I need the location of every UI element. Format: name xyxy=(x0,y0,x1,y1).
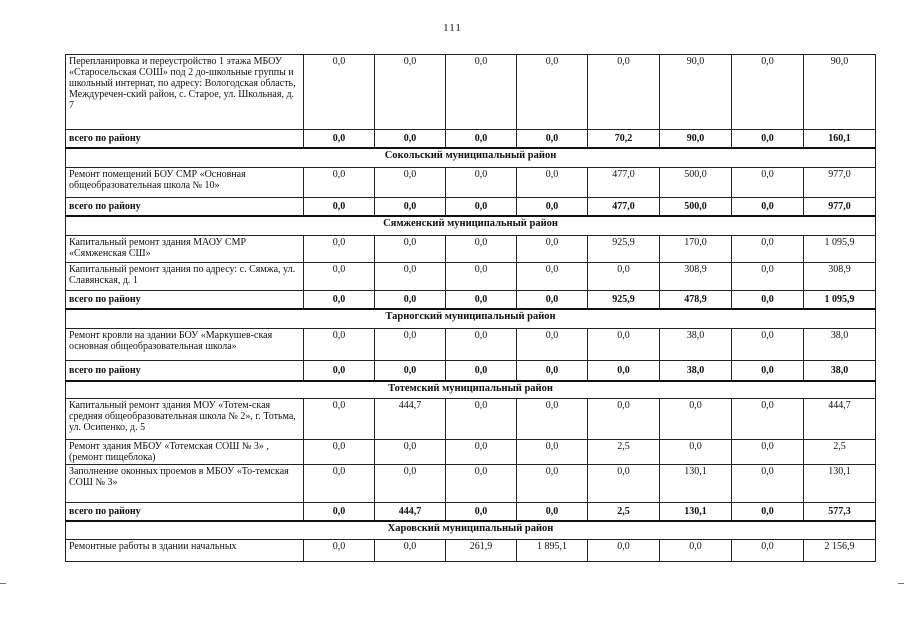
value-cell: 0,0 xyxy=(375,130,446,148)
page-number: 111 xyxy=(443,22,462,34)
value-cell: 0,0 xyxy=(446,399,517,440)
table-row xyxy=(66,55,876,130)
value-cell: 0,0 xyxy=(732,361,804,381)
total-label: всего по району xyxy=(66,503,304,521)
value-cell: 0,0 xyxy=(375,440,446,465)
value-cell: 0,0 xyxy=(732,503,804,521)
value-cell: 0,0 xyxy=(517,55,588,130)
value-cell: 0,0 xyxy=(375,540,446,562)
edge-mark-right xyxy=(898,583,904,584)
value-cell: 500,0 xyxy=(660,168,732,198)
value-cell: 0,0 xyxy=(304,236,375,263)
table-row xyxy=(66,465,876,503)
district-name: Тарногский муниципальный район xyxy=(66,309,876,329)
value-cell: 1 895,1 xyxy=(517,540,588,562)
district-name: Тотемский муниципальный район xyxy=(66,381,876,399)
value-cell: 0,0 xyxy=(660,540,732,562)
total-value-cell: 38,0 xyxy=(804,329,876,361)
value-cell: 0,0 xyxy=(517,168,588,198)
value-cell: 38,0 xyxy=(660,329,732,361)
table-row xyxy=(66,263,876,291)
total-value-cell: 308,9 xyxy=(804,263,876,291)
district-header-row xyxy=(66,521,876,540)
total-value-cell: 90,0 xyxy=(804,55,876,130)
item-name: Капитальный ремонт здания МАОУ СМР «Сямженская СШ» xyxy=(66,236,304,263)
value-cell: 925,9 xyxy=(588,291,660,309)
value-cell: 0,0 xyxy=(588,399,660,440)
value-cell: 0,0 xyxy=(517,329,588,361)
value-cell: 0,0 xyxy=(517,503,588,521)
value-cell: 0,0 xyxy=(517,361,588,381)
value-cell: 0,0 xyxy=(304,291,375,309)
value-cell: 477,0 xyxy=(588,198,660,216)
value-cell: 0,0 xyxy=(446,263,517,291)
total-value-cell: 977,0 xyxy=(804,198,876,216)
value-cell: 0,0 xyxy=(304,540,375,562)
value-cell: 0,0 xyxy=(517,263,588,291)
district-header-row xyxy=(66,309,876,329)
value-cell: 0,0 xyxy=(446,291,517,309)
value-cell: 0,0 xyxy=(517,440,588,465)
item-name: Капитальный ремонт здания МОУ «Тотем-ская средняя общеобразовательная школа № 2», г. Тотьма, ул. Осипенко, д. 5 xyxy=(66,399,304,440)
value-cell: 0,0 xyxy=(304,465,375,503)
value-cell: 0,0 xyxy=(304,503,375,521)
value-cell: 0,0 xyxy=(304,198,375,216)
district-header-row xyxy=(66,216,876,236)
value-cell: 0,0 xyxy=(732,329,804,361)
value-cell: 0,0 xyxy=(588,329,660,361)
district-header-row xyxy=(66,381,876,399)
item-name: Ремонтные работы в здании начальных xyxy=(66,540,304,562)
value-cell: 0,0 xyxy=(375,329,446,361)
value-cell: 0,0 xyxy=(517,291,588,309)
value-cell: 0,0 xyxy=(732,55,804,130)
value-cell: 0,0 xyxy=(732,130,804,148)
table-row xyxy=(66,329,876,361)
item-name: Ремонт кровли на здании БОУ «Маркушев-ская основная общеобразовательная школа» xyxy=(66,329,304,361)
district-name: Сокольский муниципальный район xyxy=(66,148,876,168)
value-cell: 0,0 xyxy=(446,55,517,130)
value-cell: 0,0 xyxy=(732,168,804,198)
total-value-cell: 977,0 xyxy=(804,168,876,198)
value-cell: 308,9 xyxy=(660,263,732,291)
value-cell: 0,0 xyxy=(446,329,517,361)
value-cell: 0,0 xyxy=(446,168,517,198)
value-cell: 0,0 xyxy=(517,198,588,216)
value-cell: 0,0 xyxy=(517,465,588,503)
value-cell: 0,0 xyxy=(732,263,804,291)
table-body xyxy=(66,55,876,562)
value-cell: 0,0 xyxy=(446,198,517,216)
value-cell: 70,2 xyxy=(588,130,660,148)
total-label: всего по району xyxy=(66,130,304,148)
district-name: Сямженский муниципальный район xyxy=(66,216,876,236)
total-value-cell: 160,1 xyxy=(804,130,876,148)
value-cell: 0,0 xyxy=(375,263,446,291)
item-name: Перепланировка и переустройство 1 этажа МБОУ «Старосельская СОШ» под 2 до-школьные группы и школьный интернат, по адресу: Вологодская область, Междуречен-ский район, с. Старое, ул. Школьная, д. 7 xyxy=(66,55,304,130)
total-value-cell: 1 095,9 xyxy=(804,291,876,309)
value-cell: 0,0 xyxy=(588,263,660,291)
value-cell: 261,9 xyxy=(446,540,517,562)
total-label: всего по району xyxy=(66,291,304,309)
edge-mark-left xyxy=(0,583,6,584)
value-cell: 0,0 xyxy=(375,291,446,309)
value-cell: 90,0 xyxy=(660,130,732,148)
value-cell: 0,0 xyxy=(446,503,517,521)
district-name: Харовский муниципальный район xyxy=(66,521,876,540)
value-cell: 0,0 xyxy=(304,361,375,381)
total-value-cell: 130,1 xyxy=(804,465,876,503)
value-cell: 0,0 xyxy=(732,236,804,263)
item-name: Заполнение оконных проемов в МБОУ «То-темская СОШ № 3» xyxy=(66,465,304,503)
value-cell: 0,0 xyxy=(732,291,804,309)
value-cell: 0,0 xyxy=(446,440,517,465)
value-cell: 38,0 xyxy=(660,361,732,381)
value-cell: 0,0 xyxy=(517,130,588,148)
value-cell: 0,0 xyxy=(304,55,375,130)
value-cell: 0,0 xyxy=(517,399,588,440)
table-row xyxy=(66,399,876,440)
value-cell: 0,0 xyxy=(588,540,660,562)
item-name: Ремонт помещений БОУ СМР «Основная общеобразовательная школа № 10» xyxy=(66,168,304,198)
total-value-cell: 577,3 xyxy=(804,503,876,521)
total-value-cell: 2 156,9 xyxy=(804,540,876,562)
district-total-row xyxy=(66,503,876,521)
value-cell: 170,0 xyxy=(660,236,732,263)
value-cell: 0,0 xyxy=(304,263,375,291)
value-cell: 0,0 xyxy=(732,465,804,503)
table-row xyxy=(66,440,876,465)
value-cell: 0,0 xyxy=(517,236,588,263)
budget-table xyxy=(65,54,876,562)
value-cell: 0,0 xyxy=(304,440,375,465)
value-cell: 0,0 xyxy=(732,440,804,465)
total-value-cell: 38,0 xyxy=(804,361,876,381)
value-cell: 2,5 xyxy=(588,440,660,465)
total-value-cell: 2,5 xyxy=(804,440,876,465)
value-cell: 0,0 xyxy=(304,329,375,361)
value-cell: 2,5 xyxy=(588,503,660,521)
value-cell: 0,0 xyxy=(446,236,517,263)
value-cell: 0,0 xyxy=(446,465,517,503)
value-cell: 925,9 xyxy=(588,236,660,263)
district-total-row xyxy=(66,198,876,216)
value-cell: 0,0 xyxy=(660,440,732,465)
district-total-row xyxy=(66,130,876,148)
district-header-row xyxy=(66,148,876,168)
value-cell: 444,7 xyxy=(375,399,446,440)
value-cell: 0,0 xyxy=(732,540,804,562)
value-cell: 0,0 xyxy=(732,399,804,440)
value-cell: 130,1 xyxy=(660,503,732,521)
table-row xyxy=(66,236,876,263)
value-cell: 0,0 xyxy=(375,465,446,503)
value-cell: 478,9 xyxy=(660,291,732,309)
total-value-cell: 1 095,9 xyxy=(804,236,876,263)
value-cell: 0,0 xyxy=(375,361,446,381)
value-cell: 0,0 xyxy=(732,198,804,216)
value-cell: 0,0 xyxy=(446,361,517,381)
value-cell: 444,7 xyxy=(375,503,446,521)
value-cell: 0,0 xyxy=(375,198,446,216)
value-cell: 0,0 xyxy=(304,130,375,148)
value-cell: 0,0 xyxy=(375,236,446,263)
table-row xyxy=(66,168,876,198)
value-cell: 0,0 xyxy=(446,130,517,148)
value-cell: 0,0 xyxy=(588,361,660,381)
total-value-cell: 444,7 xyxy=(804,399,876,440)
value-cell: 0,0 xyxy=(375,55,446,130)
district-total-row xyxy=(66,291,876,309)
table-row xyxy=(66,540,876,562)
value-cell: 90,0 xyxy=(660,55,732,130)
total-label: всего по району xyxy=(66,198,304,216)
value-cell: 0,0 xyxy=(588,55,660,130)
value-cell: 0,0 xyxy=(304,399,375,440)
total-label: всего по району xyxy=(66,361,304,381)
value-cell: 500,0 xyxy=(660,198,732,216)
value-cell: 130,1 xyxy=(660,465,732,503)
value-cell: 477,0 xyxy=(588,168,660,198)
item-name: Капитальный ремонт здания по адресу: с. Сямжа, ул. Славянская, д. 1 xyxy=(66,263,304,291)
value-cell: 0,0 xyxy=(660,399,732,440)
item-name: Ремонт здания МБОУ «Тотемская СОШ № 3» , (ремонт пищеблока) xyxy=(66,440,304,465)
district-total-row xyxy=(66,361,876,381)
value-cell: 0,0 xyxy=(304,168,375,198)
value-cell: 0,0 xyxy=(588,465,660,503)
value-cell: 0,0 xyxy=(375,168,446,198)
